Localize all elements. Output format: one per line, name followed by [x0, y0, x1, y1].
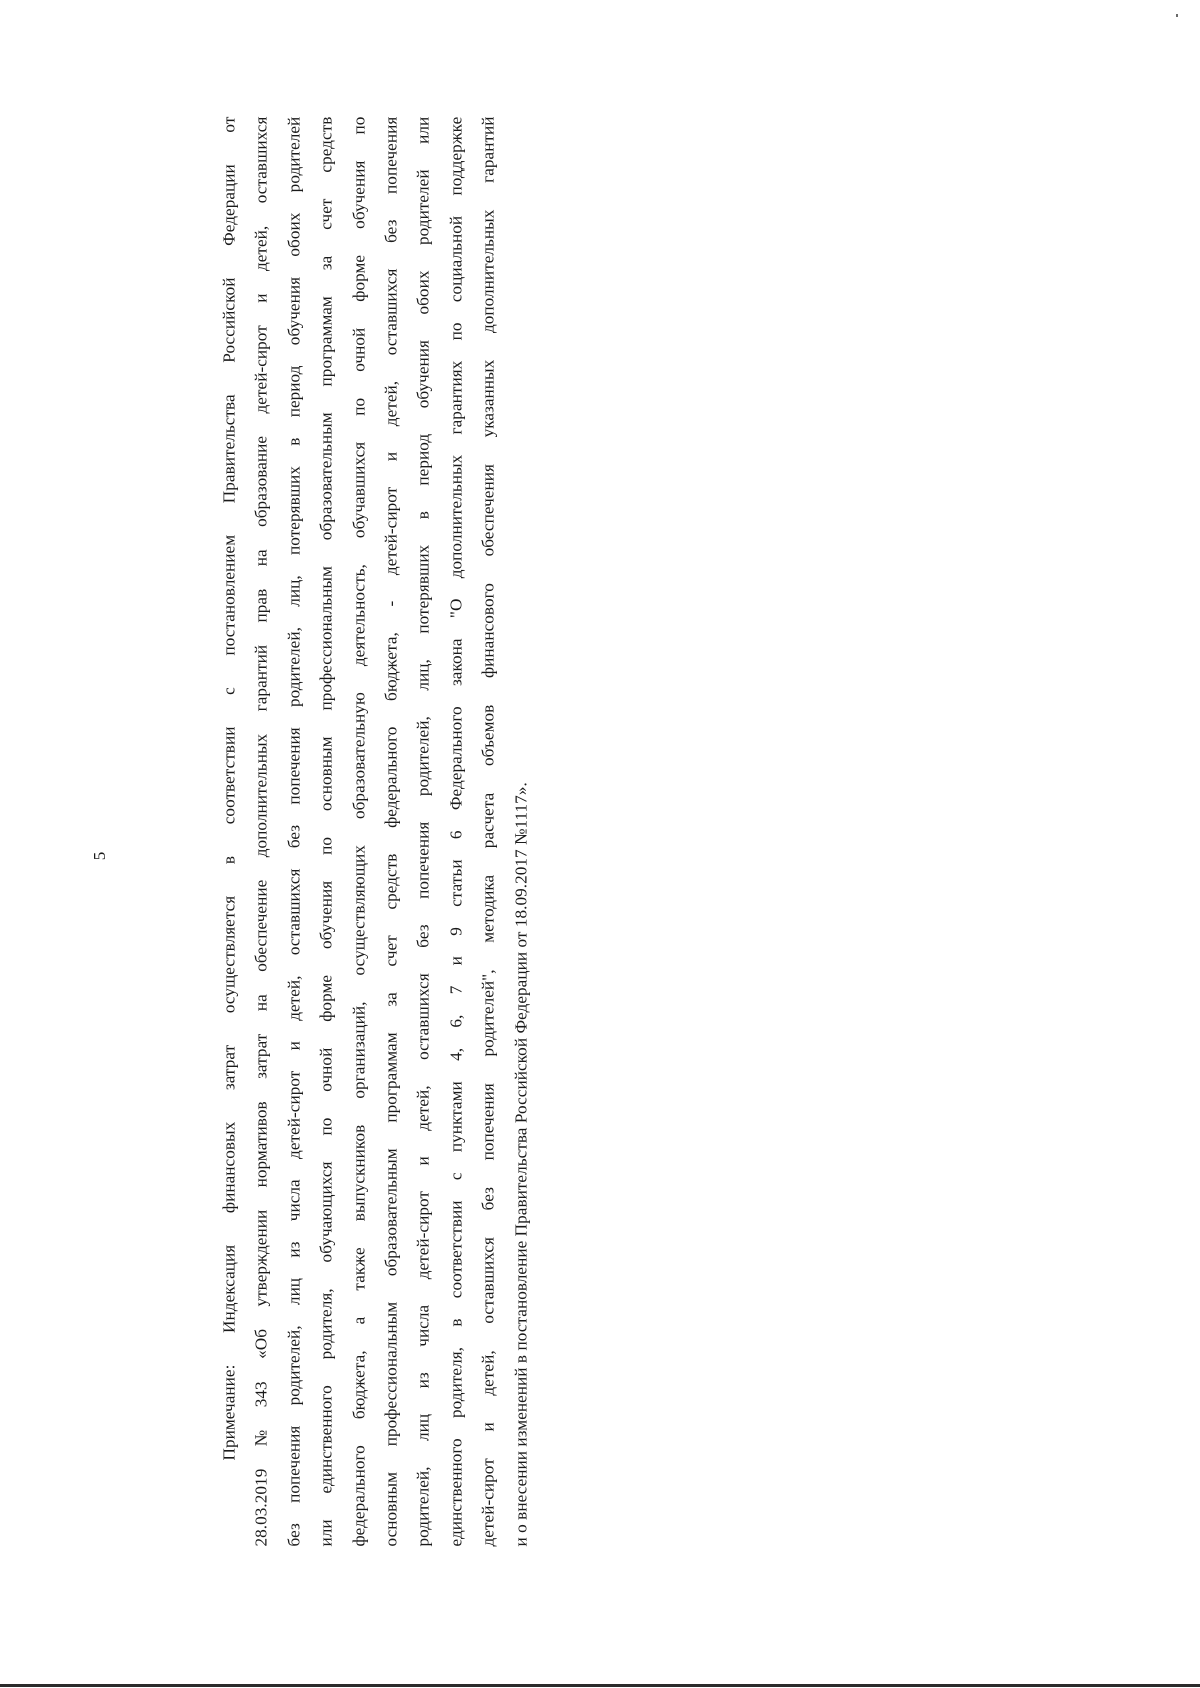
note-word: финансовых: [219, 1121, 239, 1213]
note-word: осуществляющих: [349, 844, 369, 975]
note-line: [311, 116, 343, 1546]
note-word: -: [381, 600, 401, 606]
note-word: детей,: [381, 380, 401, 426]
note-word: детей-сирот: [381, 486, 401, 575]
note-word: родителей,: [413, 715, 433, 796]
note-word: статьи: [446, 858, 466, 907]
note-word: родителя,: [446, 1346, 466, 1418]
note-word: и: [511, 1536, 531, 1546]
note-word: Федерального: [446, 705, 466, 810]
note-word: федерального: [381, 726, 401, 828]
note-word: прав: [251, 588, 271, 622]
note-word: №: [251, 1429, 271, 1446]
note-word: счет: [381, 934, 401, 966]
note-word: дополнительных: [251, 733, 271, 857]
note-word: соответствии: [446, 1199, 466, 1298]
note-word: образовательную: [349, 691, 369, 819]
note-word: расчета: [478, 792, 498, 848]
note-word: счет: [316, 198, 336, 230]
note-word: внесении: [511, 1450, 531, 1520]
note-word: единственного: [446, 1437, 466, 1546]
note-word: постановление: [511, 1240, 531, 1350]
note-word: без: [381, 219, 401, 243]
note-word: средств: [316, 116, 336, 173]
note-word: методика: [478, 874, 498, 943]
note-line: [246, 116, 278, 1546]
note-word: с: [446, 1171, 466, 1180]
note-word: в: [446, 1318, 466, 1327]
note-word: из: [284, 1241, 304, 1258]
note-word: бюджета,: [349, 1349, 369, 1419]
note-paragraph: [214, 116, 531, 1546]
note-word: в: [413, 510, 433, 519]
note-word: выпускников: [349, 1124, 369, 1221]
note-word: затрат: [251, 1033, 271, 1079]
note-word: дополнительных: [478, 209, 498, 333]
note-word: или: [316, 1518, 336, 1546]
note-word: в: [219, 855, 239, 864]
note-line: [375, 116, 407, 1546]
note-word: средств: [381, 853, 401, 910]
note-word: детей,: [284, 974, 304, 1021]
note-word: или: [413, 116, 433, 144]
note-word: Правительства: [511, 1127, 531, 1236]
note-word: Индексация: [219, 1244, 239, 1333]
note-word: поддержке: [446, 116, 466, 196]
note-word: 6: [446, 829, 466, 839]
note-word: за: [381, 991, 401, 1007]
note-word: оставшихся: [413, 972, 433, 1060]
note-word: родителей",: [478, 968, 498, 1056]
note-word: организаций,: [349, 1001, 369, 1099]
note-word: в: [511, 1354, 531, 1363]
note-word: в: [284, 437, 304, 446]
note-word: обеспечение: [251, 879, 271, 972]
note-word: оставшихся: [478, 1236, 498, 1324]
note-word: лиц: [284, 1277, 304, 1305]
note-word: программам: [316, 295, 336, 386]
note-word: без: [478, 1186, 498, 1210]
note-line: [473, 116, 505, 1546]
note-word: по: [316, 836, 336, 855]
note-word: профессиональным: [316, 565, 336, 711]
note-word: детей-сирот: [413, 1190, 433, 1279]
note-word: и: [413, 1155, 433, 1165]
note-word: детей,: [251, 225, 271, 271]
note-word: основным: [316, 735, 336, 811]
note-word: Правительства: [219, 393, 239, 503]
note-word: обучения: [349, 160, 369, 229]
note-word: очной: [316, 1047, 336, 1092]
note-word: «Об: [251, 1328, 271, 1359]
note-word: попечения: [284, 1425, 304, 1503]
note-word: Федерации: [511, 951, 531, 1034]
note-word: на: [251, 993, 271, 1011]
note-word: Примечание:: [219, 1364, 239, 1460]
scan-edge-line: [0, 1684, 1200, 1687]
note-word: о: [511, 1523, 531, 1533]
note-word: по: [446, 321, 466, 340]
note-word: из: [413, 1371, 433, 1388]
note-word: а: [349, 1316, 369, 1324]
note-line: [408, 116, 440, 1546]
note-word: числа: [413, 1304, 433, 1347]
note-word: образовательным: [316, 411, 336, 540]
note-word: профессиональным: [381, 1301, 401, 1446]
note-word: и: [251, 293, 271, 303]
note-word: объемов: [478, 704, 498, 766]
note-word: обоих: [284, 212, 304, 257]
note-word: числа: [284, 1178, 304, 1221]
note-word: по: [349, 116, 369, 135]
note-word: родителей,: [284, 626, 304, 707]
note-word: Федерации: [219, 163, 239, 246]
note-word: закона: [446, 637, 466, 686]
note-word: осуществляется: [219, 895, 239, 1013]
note-word: попечения: [413, 821, 433, 899]
note-word: период: [284, 365, 304, 417]
note-word: по: [349, 397, 369, 416]
note-word: оставшихся: [284, 867, 304, 955]
note-word: 4,: [446, 1047, 466, 1061]
note-word: без: [413, 923, 433, 948]
note-word: попечения: [284, 726, 304, 805]
note-word: гарантиях: [446, 360, 466, 434]
note-word: обучавшихся: [349, 441, 369, 538]
note-word: единственного: [316, 1384, 336, 1493]
note-word: 9: [446, 926, 466, 936]
note-word: соответствии: [219, 726, 239, 824]
note-word: лиц,: [284, 574, 304, 607]
note-word: период: [413, 433, 433, 486]
note-word: и: [478, 1421, 498, 1432]
note-word: на: [251, 548, 271, 566]
note-word: без: [284, 824, 304, 848]
note-word: социальной: [446, 215, 466, 302]
note-word: детей-сирот: [251, 324, 271, 413]
note-word: 7: [446, 985, 466, 994]
note-word: обучения: [316, 880, 336, 949]
note-word: указанных: [478, 359, 498, 437]
note-word: деятельность,: [349, 563, 369, 666]
note-word: родителя,: [316, 1287, 336, 1359]
note-word: затрат: [219, 1044, 239, 1090]
note-word: образование: [251, 435, 271, 527]
note-word: родителей,: [413, 1466, 433, 1546]
note-line: [505, 116, 537, 1546]
note-word: "О: [446, 598, 466, 618]
note-word: за: [316, 255, 336, 270]
note-word: 28.03.2019: [251, 1468, 271, 1546]
note-word: основным: [381, 1471, 401, 1546]
note-word: детей,: [413, 1084, 433, 1131]
scan-speck: [1176, 14, 1178, 17]
note-word: от: [219, 116, 239, 133]
note-word: лиц,: [413, 658, 433, 691]
note-word: 343: [251, 1380, 271, 1407]
note-word: детей,: [478, 1349, 498, 1396]
note-word: без: [284, 1522, 304, 1546]
note-word: бюджета,: [381, 631, 401, 701]
note-word: обучения: [284, 276, 304, 345]
note-word: от: [511, 931, 531, 948]
note-word: и: [446, 955, 466, 965]
note-word: также: [349, 1246, 369, 1291]
note-word: федерального: [349, 1444, 369, 1546]
note-line: [214, 116, 246, 1546]
note-word: родителей: [413, 168, 433, 245]
note-word: родителей,: [284, 1324, 304, 1405]
note-word: обеспечения: [478, 463, 498, 556]
note-word: и: [284, 1040, 304, 1050]
note-word: попечения: [478, 1082, 498, 1160]
note-line: [440, 116, 472, 1546]
note-word: №1117».: [511, 781, 531, 845]
note-line: [343, 116, 375, 1546]
note-word: и: [381, 451, 401, 461]
note-word: родителей: [284, 116, 304, 192]
note-word: оставшихся: [251, 116, 271, 203]
note-word: лиц: [413, 1413, 433, 1441]
note-word: финансового: [478, 582, 498, 678]
note-word: 18.09.2017: [511, 848, 531, 927]
note-word: обучающихся: [316, 1160, 336, 1262]
note-word: пунктами: [446, 1080, 466, 1152]
note-word: утверждении: [251, 1209, 271, 1307]
note-word: Российской: [219, 277, 239, 363]
note-word: попечения: [381, 116, 401, 194]
note-word: оставшихся: [381, 268, 401, 355]
note-word: гарантий: [251, 644, 271, 711]
note-word: потерявших: [284, 465, 304, 555]
note-word: детей-сирот: [478, 1457, 498, 1546]
note-word: обоих: [413, 270, 433, 315]
note-word: нормативов: [251, 1100, 271, 1187]
note-line: [278, 116, 310, 1546]
note-word: Российской: [511, 1037, 531, 1123]
note-word: очной: [349, 327, 369, 372]
note-word: форме: [316, 974, 336, 1022]
note-word: гарантий: [478, 116, 498, 183]
note-word: форме: [349, 254, 369, 302]
note-word: потерявших: [413, 544, 433, 634]
note-word: 6,: [446, 1014, 466, 1028]
note-word: дополнительных: [446, 454, 466, 578]
note-word: изменений: [511, 1366, 531, 1447]
page-number: 5: [90, 851, 109, 861]
note-word: образовательным: [381, 1147, 401, 1276]
note-word: детей-сирот: [284, 1070, 304, 1159]
note-word: с: [219, 686, 239, 695]
note-word: обучения: [413, 339, 433, 408]
note-word: постановлением: [219, 534, 239, 656]
note-word: программам: [381, 1031, 401, 1123]
note-word: по: [316, 1117, 336, 1136]
